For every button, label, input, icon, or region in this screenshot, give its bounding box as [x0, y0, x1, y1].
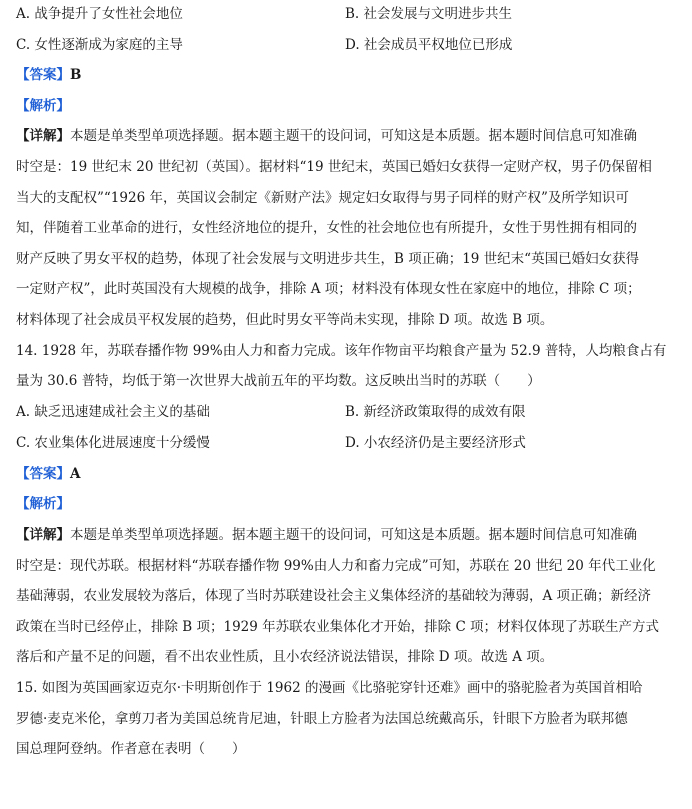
detail-text: 本题是单类型单项选择题。据本题主题干的设问词，可知这是本质题。据本题时间信息可知准确 — [70, 527, 637, 543]
q13-option-d: D. 社会成员平权地位已形成 — [345, 37, 513, 53]
detail-text: 本题是单类型单项选择题。据本题主题干的设问词，可知这是本质题。据本题时间信息可知准确 — [70, 128, 637, 144]
q14-detail-line: 时空是：现代苏联。根据材料“苏联春播作物 99%由人力和畜力完成”可知，苏联在 20 世纪 20 年代工业化 — [16, 558, 656, 574]
q14-answer-row — [16, 464, 80, 484]
q14-detail-line: 基础薄弱，农业发展较为落后，体现了当时苏联建设社会主义集体经济的基础较为薄弱，A 项正确；新经济 — [16, 588, 652, 604]
q14-detail-line: 政策在当时已经停止，排除 B 项；1929 年苏联农业集体化才开始，排除 C 项；材料仅体现了苏联生产方式 — [16, 619, 660, 635]
q14-detail-line: 落后和产量不足的问题，看不出农业性质，且小农经济说法错误，排除 D 项。故选 A 项。 — [16, 649, 554, 665]
q15-stem: 罗德·麦克米伦，拿剪刀者为美国总统肯尼迪，针眼上方脸者为法国总统戴高乐，针眼下方脸者为联邦德 — [16, 711, 628, 727]
q13-detail-line: 当大的支配权”“1926 年，英国议会制定《新财产法》规定妇女取得与男子同样的财产权”及所学知识可 — [16, 190, 629, 206]
q13-detail-line: 时空是：19 世纪末 20 世纪初（英国）。据材料“19 世纪末，英国已婚妇女获得一定财产权，男子仍保留相 — [16, 159, 652, 175]
q13-detail-line: 知，伴随着工业革命的进行，女性经济地位的提升，女性的社会地位也有所提升，女性于男性拥有相同的 — [16, 220, 637, 236]
q14-option-a: A. 缺乏迅速建成社会主义的基础 — [16, 404, 210, 420]
q13-analysis-tag — [16, 96, 70, 116]
q14-stem: 量为 30.6 普特，均低于第一次世界大战前五年的平均数。这反映出当时的苏联（ ） — [16, 373, 541, 389]
detail-tag: 【详解】 — [16, 128, 70, 144]
q15-stem: 15. 如图为英国画家迈克尔·卡明斯创作于 1962 的漫画《比骆驼穿针还难》画中的骆驼脸者为英国首相哈 — [16, 680, 643, 696]
answer-tag: 【答案】 — [16, 67, 70, 83]
q14-stem: 14. 1928 年，苏联春播作物 99%由人力和畜力完成。该年作物亩平均粮食产量为 52.9 普特，人均粮食占有 — [16, 343, 667, 359]
q13-answer-row — [16, 65, 81, 85]
q13-detail-line: 财产反映了男女平权的趋势，体现了社会发展与文明进步共生，B 项正确；19 世纪末“英国已婚妇女获得 — [16, 251, 640, 267]
q14-option-d: D. 小农经济仍是主要经济形式 — [345, 435, 526, 451]
q14-option-b: B. 新经济政策取得的成效有限 — [345, 404, 526, 420]
q15-stem: 国总理阿登纳。作者意在表明（ ） — [16, 741, 246, 757]
q13-answer: B — [70, 67, 82, 83]
q13-detail-line: 一定财产权”，此时英国没有大规模的战争，排除 A 项；材料没有体现女性在家庭中的地位，排除 C 项； — [16, 281, 641, 297]
q13-detail-line — [16, 126, 637, 146]
answer-tag: 【答案】 — [16, 466, 70, 482]
q14-answer: A — [70, 466, 81, 482]
q14-analysis-tag — [16, 494, 70, 514]
q13-option-b: B. 社会发展与文明进步共生 — [345, 6, 513, 22]
q14-option-c: C. 农业集体化进展速度十分缓慢 — [16, 435, 210, 451]
q14-detail-line — [16, 525, 637, 545]
q13-option-c: C. 女性逐渐成为家庭的主导 — [16, 37, 183, 53]
analysis-tag: 【解析】 — [16, 496, 70, 512]
q13-detail-line: 材料体现了社会成员平权发展的趋势，但此时男女平等尚未实现，排除 D 项。故选 B 项。 — [16, 312, 554, 328]
detail-tag: 【详解】 — [16, 527, 70, 543]
analysis-tag: 【解析】 — [16, 98, 70, 114]
q13-option-a: A. 战争提升了女性社会地位 — [16, 6, 183, 22]
